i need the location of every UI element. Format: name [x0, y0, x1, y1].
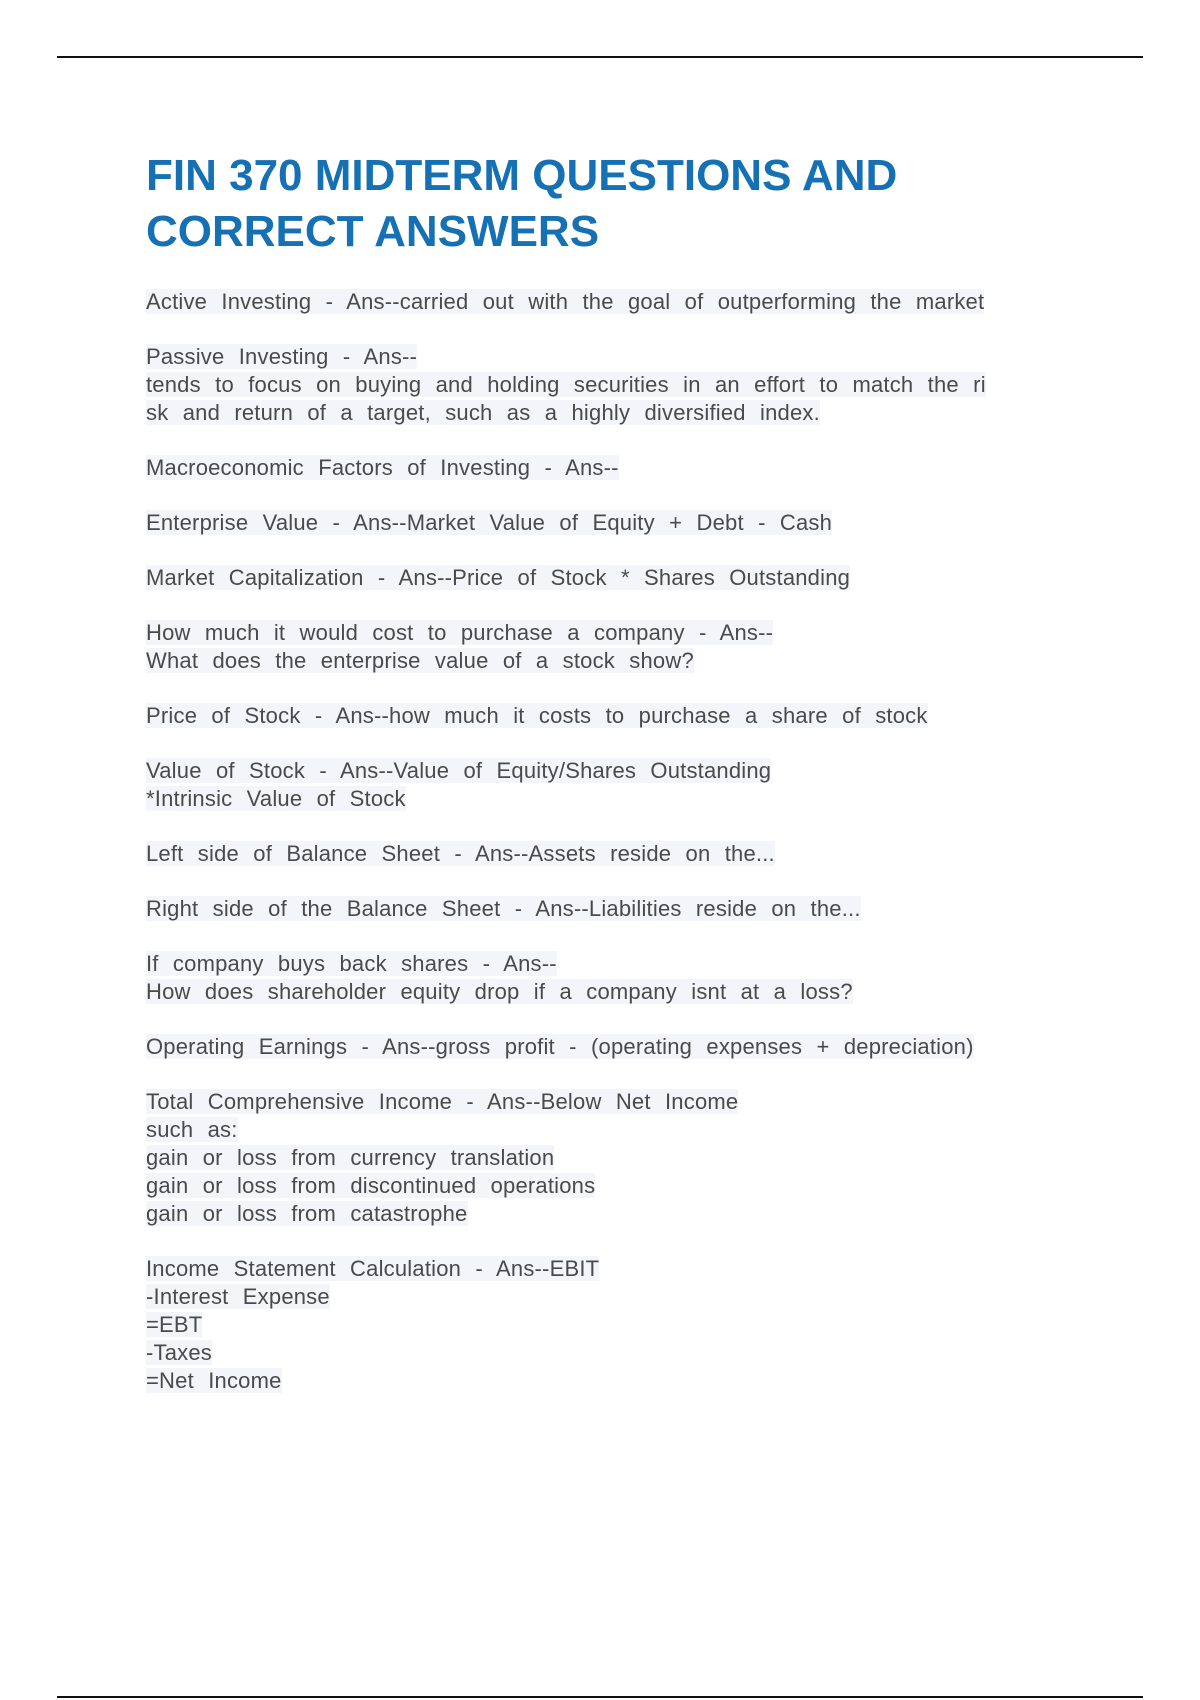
qa-line-text: gain or loss from currency translation: [146, 1145, 555, 1170]
qa-entry: [146, 950, 1081, 1006]
qa-entry: [146, 343, 1081, 427]
qa-line: [146, 1255, 1081, 1283]
qa-entry: [146, 757, 1081, 813]
qa-line: [146, 1200, 1081, 1228]
qa-line: [146, 1116, 1081, 1144]
qa-line: [146, 950, 1081, 978]
qa-line: [146, 1033, 1081, 1061]
qa-entry: [146, 454, 1081, 482]
qa-line-text: Passive Investing - Ans--: [146, 344, 418, 369]
qa-line: [146, 1088, 1081, 1116]
qa-line: [146, 1283, 1081, 1311]
qa-line-text: Operating Earnings - Ans--gross profit - (operating expenses + depreciation): [146, 1034, 974, 1059]
qa-line: [146, 1172, 1081, 1200]
qa-line-text: such as:: [146, 1117, 238, 1142]
qa-entry: [146, 895, 1081, 923]
title-line: FIN 370 MIDTERM QUESTIONS AND: [146, 151, 898, 200]
qa-line: [146, 564, 1081, 592]
qa-line-text: Active Investing - Ans--carried out with the goal of outperforming the market: [146, 289, 985, 314]
top-rule: [57, 56, 1143, 58]
qa-entry: [146, 702, 1081, 730]
qa-line-text: Enterprise Value - Ans--Market Value of Equity + Debt - Cash: [146, 510, 833, 535]
qa-line: [146, 619, 1081, 647]
qa-line: [146, 343, 1081, 371]
qa-line-text: Total Comprehensive Income - Ans--Below Net Income: [146, 1089, 739, 1114]
qa-line: [146, 1311, 1081, 1339]
qa-line-text: =Net Income: [146, 1368, 282, 1393]
qa-line: [146, 757, 1081, 785]
qa-line-text: Macroeconomic Factors of Investing - Ans--: [146, 455, 619, 480]
qa-line: [146, 1144, 1081, 1172]
qa-line-text: If company buys back shares - Ans--: [146, 951, 557, 976]
qa-line-text: =EBT: [146, 1312, 203, 1337]
qa-entry: [146, 619, 1081, 675]
qa-line: [146, 785, 1081, 813]
qa-entry: [146, 1255, 1081, 1395]
qa-line: [146, 509, 1081, 537]
qa-line: [146, 454, 1081, 482]
qa-line: [146, 978, 1081, 1006]
qa-line-text: What does the enterprise value of a stock show?: [146, 648, 694, 673]
qa-line-text: sk and return of a target, such as a highly diversified index.: [146, 400, 820, 425]
qa-line-text: gain or loss from discontinued operations: [146, 1173, 596, 1198]
qa-line: [146, 647, 1081, 675]
qa-line-text: -Taxes: [146, 1340, 212, 1365]
qa-line: [146, 399, 1081, 427]
qa-line: [146, 702, 1081, 730]
qa-line-text: Left side of Balance Sheet - Ans--Assets reside on the...: [146, 841, 775, 866]
qa-entry: [146, 1033, 1081, 1061]
qa-line: [146, 840, 1081, 868]
qa-line-text: Market Capitalization - Ans--Price of Stock * Shares Outstanding: [146, 565, 851, 590]
qa-line-text: *Intrinsic Value of Stock: [146, 786, 406, 811]
qa-line-text: Income Statement Calculation - Ans--EBIT: [146, 1256, 600, 1281]
qa-line-text: Right side of the Balance Sheet - Ans--Liabilities reside on the...: [146, 896, 861, 921]
qa-line-text: How much it would cost to purchase a company - Ans--: [146, 620, 774, 645]
qa-list: [146, 288, 1081, 1395]
qa-line-text: Value of Stock - Ans--Value of Equity/Shares Outstanding: [146, 758, 772, 783]
qa-line-text: -Interest Expense: [146, 1284, 330, 1309]
qa-line-text: gain or loss from catastrophe: [146, 1201, 468, 1226]
qa-line-text: How does shareholder equity drop if a company isnt at a loss?: [146, 979, 853, 1004]
qa-line: [146, 895, 1081, 923]
document-title: [146, 148, 1081, 260]
qa-entry: [146, 564, 1081, 592]
title-line: CORRECT ANSWERS: [146, 207, 600, 256]
document-body: [146, 148, 1081, 1422]
qa-entry: [146, 840, 1081, 868]
qa-line-text: tends to focus on buying and holding securities in an effort to match the ri: [146, 372, 986, 397]
qa-entry: [146, 1088, 1081, 1228]
qa-line: [146, 1339, 1081, 1367]
qa-line: [146, 371, 1081, 399]
bottom-rule: [57, 1696, 1143, 1698]
qa-entry: [146, 288, 1081, 316]
qa-entry: [146, 509, 1081, 537]
qa-line: [146, 288, 1081, 316]
qa-line-text: Price of Stock - Ans--how much it costs to purchase a share of stock: [146, 703, 928, 728]
qa-line: [146, 1367, 1081, 1395]
